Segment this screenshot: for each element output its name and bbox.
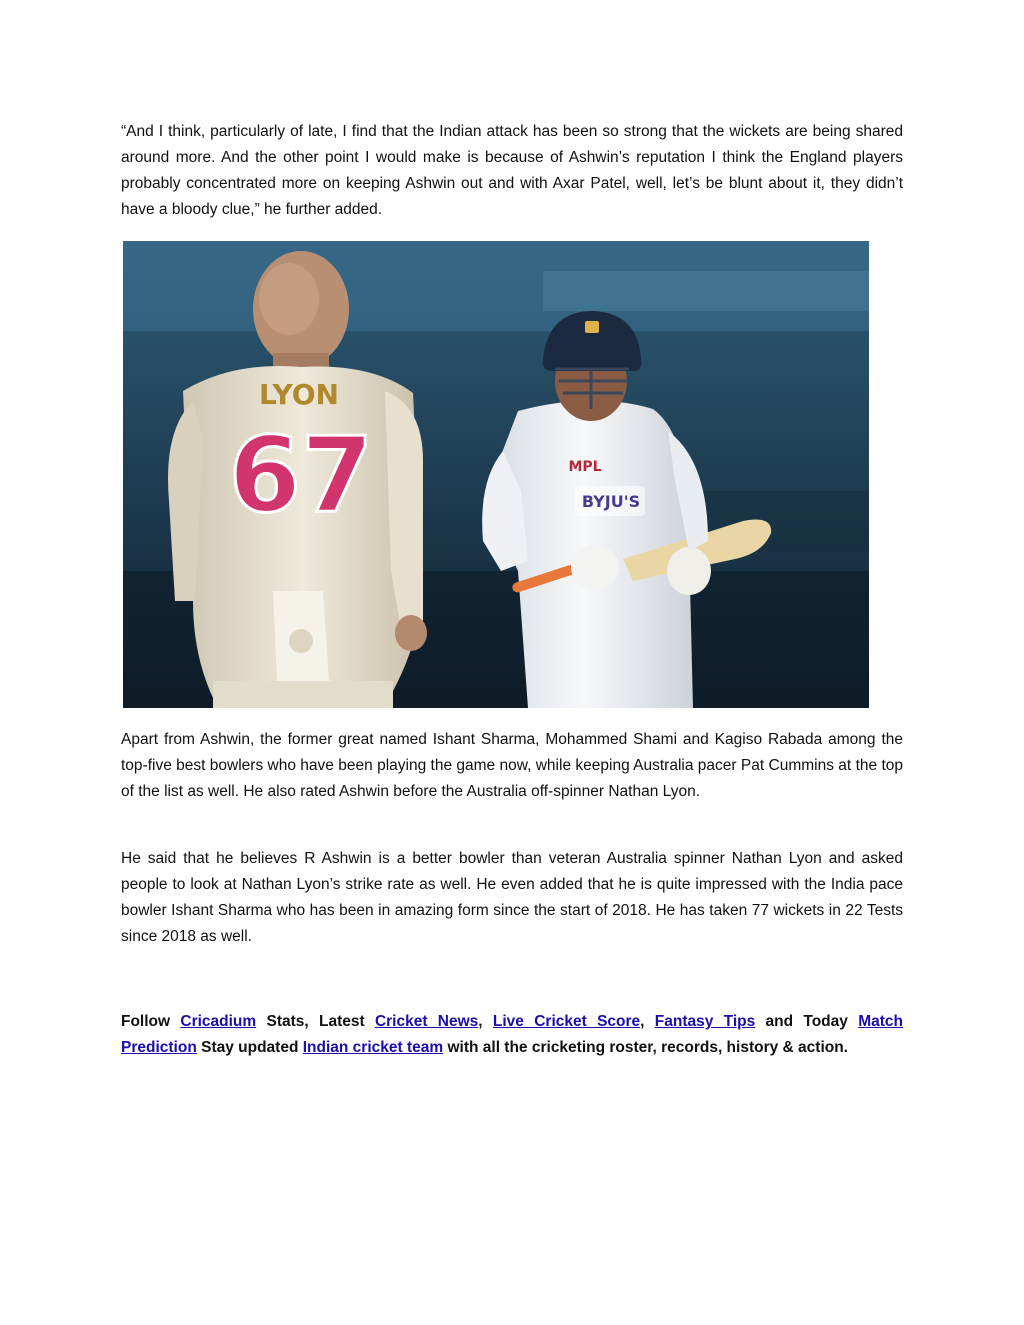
- link-cricadium[interactable]: Cricadium: [180, 1013, 257, 1030]
- follow-text-6: Stay updated: [196, 1039, 303, 1056]
- cricket-photo: [123, 241, 869, 708]
- follow-text-1: Follow: [121, 1013, 181, 1030]
- follow-paragraph: [121, 1009, 903, 1061]
- link-indian-cricket-team[interactable]: Indian cricket team: [302, 1039, 444, 1056]
- lyon-name: LYON: [259, 378, 339, 411]
- document-page: [121, 0, 903, 1325]
- sponsor-top: MPL: [568, 459, 602, 475]
- lyon-number: 67: [228, 414, 374, 536]
- follow-text-3: ,: [478, 1013, 493, 1030]
- photo-illustration: [123, 241, 869, 708]
- link-match-prediction[interactable]: Match Prediction: [121, 1013, 903, 1056]
- sponsor-chest: BYJU'S: [581, 492, 641, 511]
- body-paragraph-2: Apart from Ashwin, the former great named Ishant Sharma, Mohammed Shami and Kagiso Rabada among the top-five best bowlers who have been playing the game now, while keeping Australia pacer Pat Cummins at the top of the list as well. He also rated Ashwin before the Australia off-spinner Nathan Lyon.: [121, 731, 903, 800]
- link-live-cricket-score[interactable]: Live Cricket Score: [492, 1013, 641, 1030]
- quote-paragraph: “And I think, particularly of late, I find that the Indian attack has been so strong that the wickets are being shared around more. And the other point I would make is because of Ashwin’s reputation I think the England players probably concentrated more on keeping Ashwin out and with Axar Patel, well, let’s be blunt about it, they didn’t have a bloody clue,” he further added.: [121, 123, 903, 218]
- follow-text-2: Stats, Latest: [256, 1013, 375, 1030]
- body-paragraph-3: He said that he believes R Ashwin is a better bowler than veteran Australia spinner Nathan Lyon and asked people to look at Nathan Lyon’s strike rate as well. He even added that he is quite impressed with the India pace bowler Ishant Sharma who has been in amazing form since the start of 2018. He has taken 77 wickets in 22 Tests since 2018 as well.: [121, 850, 903, 945]
- follow-text-7: with all the cricketing roster, records, history & action.: [443, 1039, 848, 1056]
- follow-text-5: and Today: [755, 1013, 859, 1030]
- follow-text-4: ,: [640, 1013, 655, 1030]
- link-cricket-news[interactable]: Cricket News: [374, 1013, 479, 1030]
- link-fantasy-tips[interactable]: Fantasy Tips: [654, 1013, 756, 1030]
